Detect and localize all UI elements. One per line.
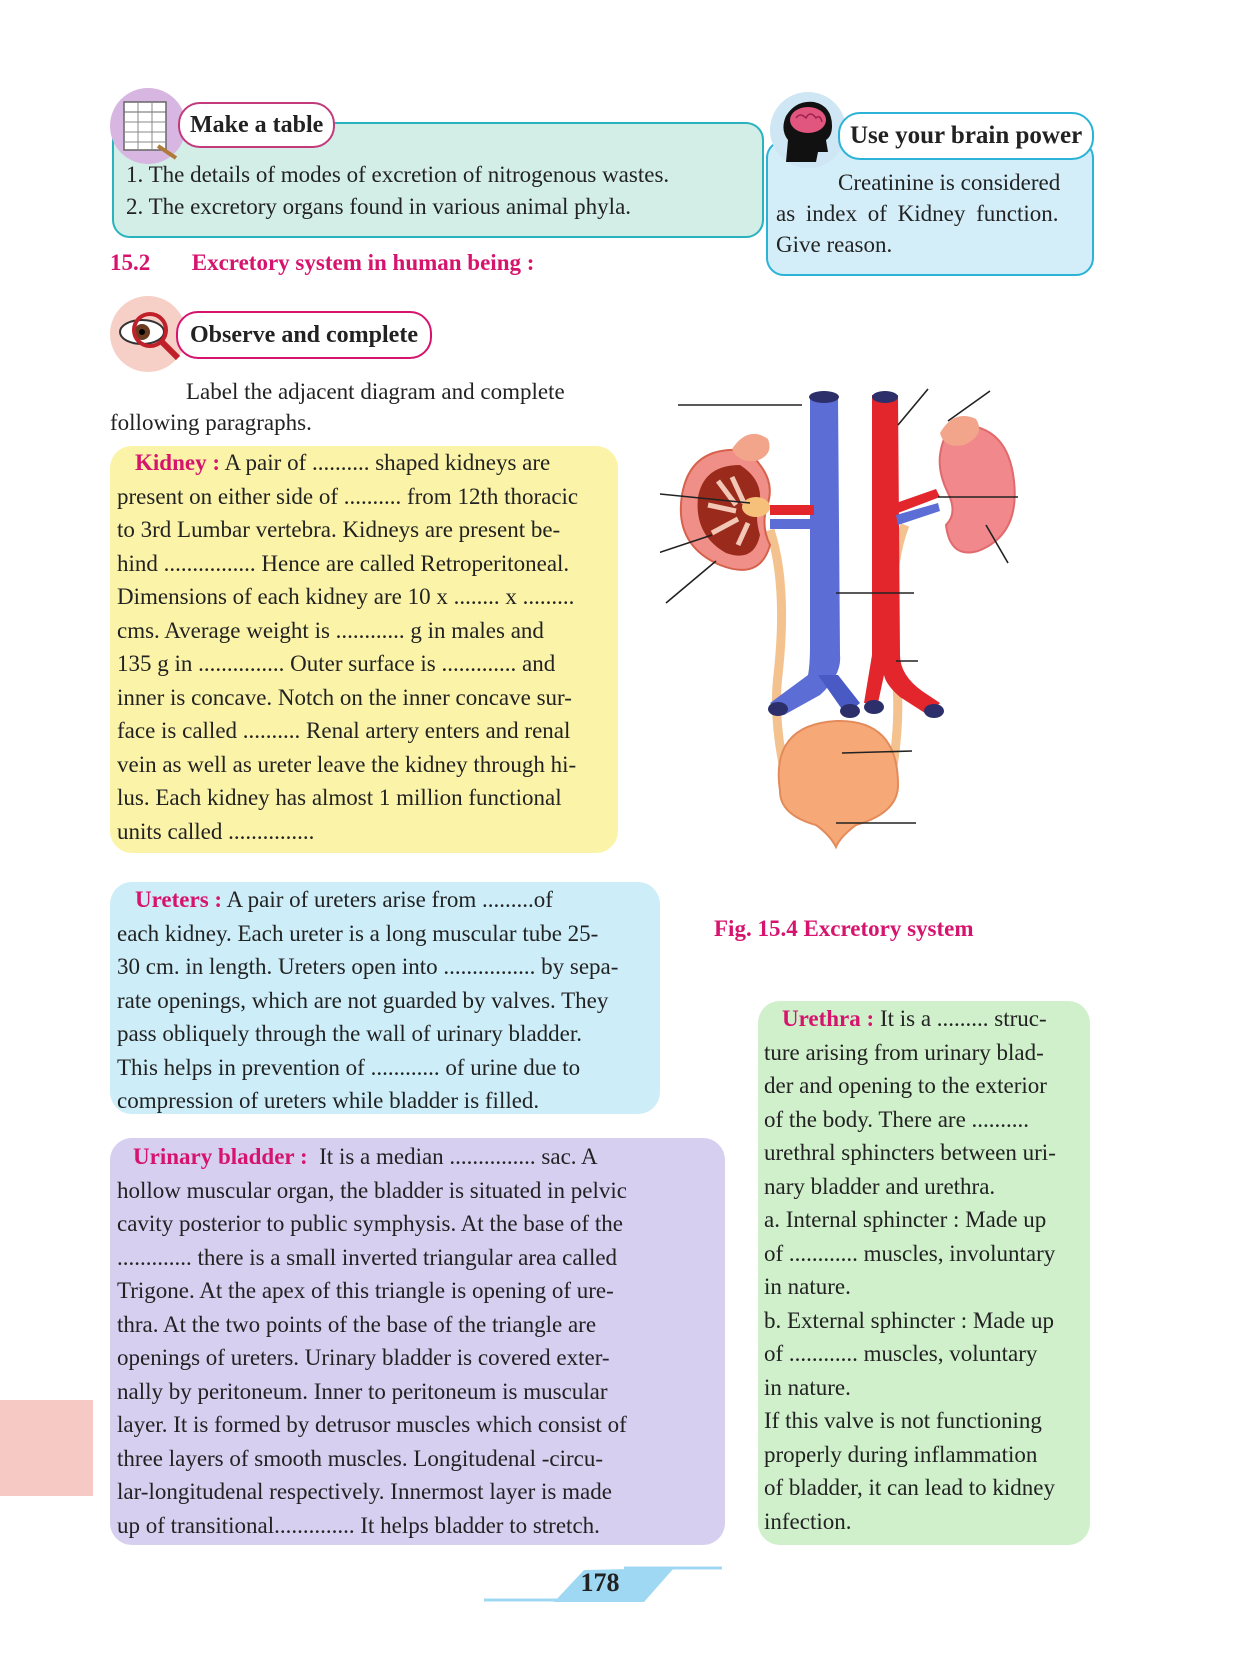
urethra-line: of bladder, it can lead to kidney — [764, 1475, 1055, 1500]
brain-power-line-1: Creatinine is considered — [838, 170, 1061, 195]
ureters-line: rate openings, which are not guarded by valves. They — [117, 987, 609, 1013]
brain-power-title: Use your brain power — [838, 112, 1094, 160]
urethra-heading: Urethra : — [782, 1006, 875, 1031]
bladder-line: Trigone. At the apex of this triangle is opening of ure- — [117, 1278, 614, 1303]
page-number: 178 — [580, 1568, 620, 1597]
kidney-line: lus. Each kidney has almost 1 million functional — [117, 785, 562, 810]
bladder-line: nally by peritoneum. Inner to peritoneum is muscular — [117, 1378, 608, 1404]
urethra-line: ture arising from urinary blad- — [764, 1039, 1044, 1065]
urethra-line: nary bladder and urethra. — [764, 1173, 996, 1199]
magnifier-eye-icon — [110, 296, 186, 372]
brain-power-line-2: as index of Kidney function. — [776, 201, 1059, 226]
urethra-line: b. External sphincter : Made up — [764, 1307, 1054, 1333]
urethra-line: It is a ......... struc- — [879, 1006, 1047, 1031]
bladder-heading: Urinary bladder : — [133, 1144, 308, 1169]
kidney-line: Dimensions of each kidney are 10 x ........ x ......... — [117, 584, 575, 609]
observe-complete-title: Observe and complete — [176, 311, 432, 359]
kidney-line: face is called .......... Renal artery enters and renal — [117, 718, 571, 743]
bladder-line: cavity posterior to public symphysis. At the base of the — [117, 1211, 623, 1236]
make-table-item-1: 1. The details of modes of excretion of nitrogenous wastes. — [126, 162, 670, 187]
bladder-paragraph — [117, 1140, 719, 1542]
ureters-line: 30 cm. in length. Ureters open into ................ by sepa- — [117, 954, 619, 979]
make-table-item-2: 2. The excretory organs found in various animal phyla. — [126, 194, 632, 219]
urethra-paragraph — [764, 1002, 1084, 1538]
kidney-line: to 3rd Lumbar vertebra. Kidneys are present be- — [117, 517, 561, 542]
ureters-line: pass obliquely through the wall of urinary bladder. — [117, 1021, 583, 1046]
bladder-line: up of transitional.............. It helps bladder to stretch. — [117, 1512, 600, 1538]
bladder-line: lar-longitudenal respectively. Innermost layer is made — [117, 1479, 612, 1504]
urethra-line: If this valve is not functioning — [764, 1408, 1042, 1433]
kidney-heading: Kidney : — [135, 450, 220, 475]
kidney-line: present on either side of .......... from 12th thoracic — [117, 483, 579, 509]
figure-caption: Fig. 15.4 Excretory system — [714, 916, 974, 941]
ureters-heading: Ureters : — [135, 887, 223, 912]
excretory-system-diagram — [660, 385, 1060, 895]
table-icon — [110, 88, 186, 164]
bladder-line: layer. It is formed by detrusor muscles which consist of — [117, 1412, 627, 1437]
brain-power-line-3: Give reason. — [776, 232, 893, 257]
urethra-line: properly during inflammation — [764, 1441, 1038, 1467]
kidney-line: 135 g in ............... Outer surface is ............. and — [117, 651, 556, 676]
make-table-title: Make a table — [178, 102, 335, 148]
bladder-line: hollow muscular organ, the bladder is situated in pelvic — [117, 1177, 627, 1203]
ureters-line: This helps in prevention of ............ of urine due to — [117, 1054, 581, 1080]
urethra-line: der and opening to the exterior — [764, 1073, 1047, 1098]
urethra-line: in nature. — [764, 1274, 851, 1299]
observe-instruction-1: Label the adjacent diagram and complete — [186, 379, 565, 404]
bladder-line: three layers of smooth muscles. Longitudenal -circu- — [117, 1445, 604, 1471]
urethra-line: of ............ muscles, voluntary — [764, 1341, 1038, 1366]
dorsal-aorta — [864, 395, 940, 715]
ureters-line: each kidney. Each ureter is a long muscular tube 25- — [117, 920, 599, 946]
bladder-line: openings of ureters. Urinary bladder is covered exter- — [117, 1345, 610, 1370]
kidney-line: units called ............... — [117, 818, 315, 844]
urethra-line: of ............ muscles, involuntary — [764, 1240, 1056, 1266]
kidney-line: vein as well as ureter leave the kidney through hi- — [117, 751, 577, 777]
observe-instruction-2: following paragraphs. — [110, 410, 312, 435]
urethra-line: a. Internal sphincter : Made up — [764, 1207, 1047, 1232]
ureters-paragraph — [117, 883, 654, 1118]
ureters-line: compression of ureters while bladder is filled. — [117, 1088, 540, 1113]
section-heading — [110, 250, 534, 276]
urethra-line: of the body. There are .......... — [764, 1106, 1030, 1132]
kidney-paragraph — [117, 446, 612, 848]
urethra-line: urethral sphincters between uri- — [764, 1140, 1056, 1165]
urinary-bladder — [779, 721, 898, 847]
page-side-marker — [0, 1400, 93, 1496]
kidney-line: hind ................ Hence are called Retroperitoneal. — [117, 550, 570, 576]
bladder-line: thra. At the two points of the base of the triangle are — [117, 1311, 597, 1337]
kidney-line: cms. Average weight is ............ g in males and — [117, 617, 544, 643]
brain-icon — [770, 92, 846, 168]
kidney-line: A pair of .......... shaped kidneys are — [224, 450, 551, 475]
bladder-line: It is a median ............... sac. A — [319, 1144, 598, 1169]
section-title: Excretory system in human being : — [191, 250, 535, 275]
ureters-line: A pair of ureters arise from .........of — [226, 887, 553, 912]
urethra-line: infection. — [764, 1508, 852, 1534]
urethra-line: in nature. — [764, 1374, 851, 1400]
kidney-line: inner is concave. Notch on the inner concave sur- — [117, 684, 572, 710]
section-number: 15.2 — [110, 250, 151, 275]
bladder-line: ............. there is a small inverted triangular area called — [117, 1244, 618, 1270]
